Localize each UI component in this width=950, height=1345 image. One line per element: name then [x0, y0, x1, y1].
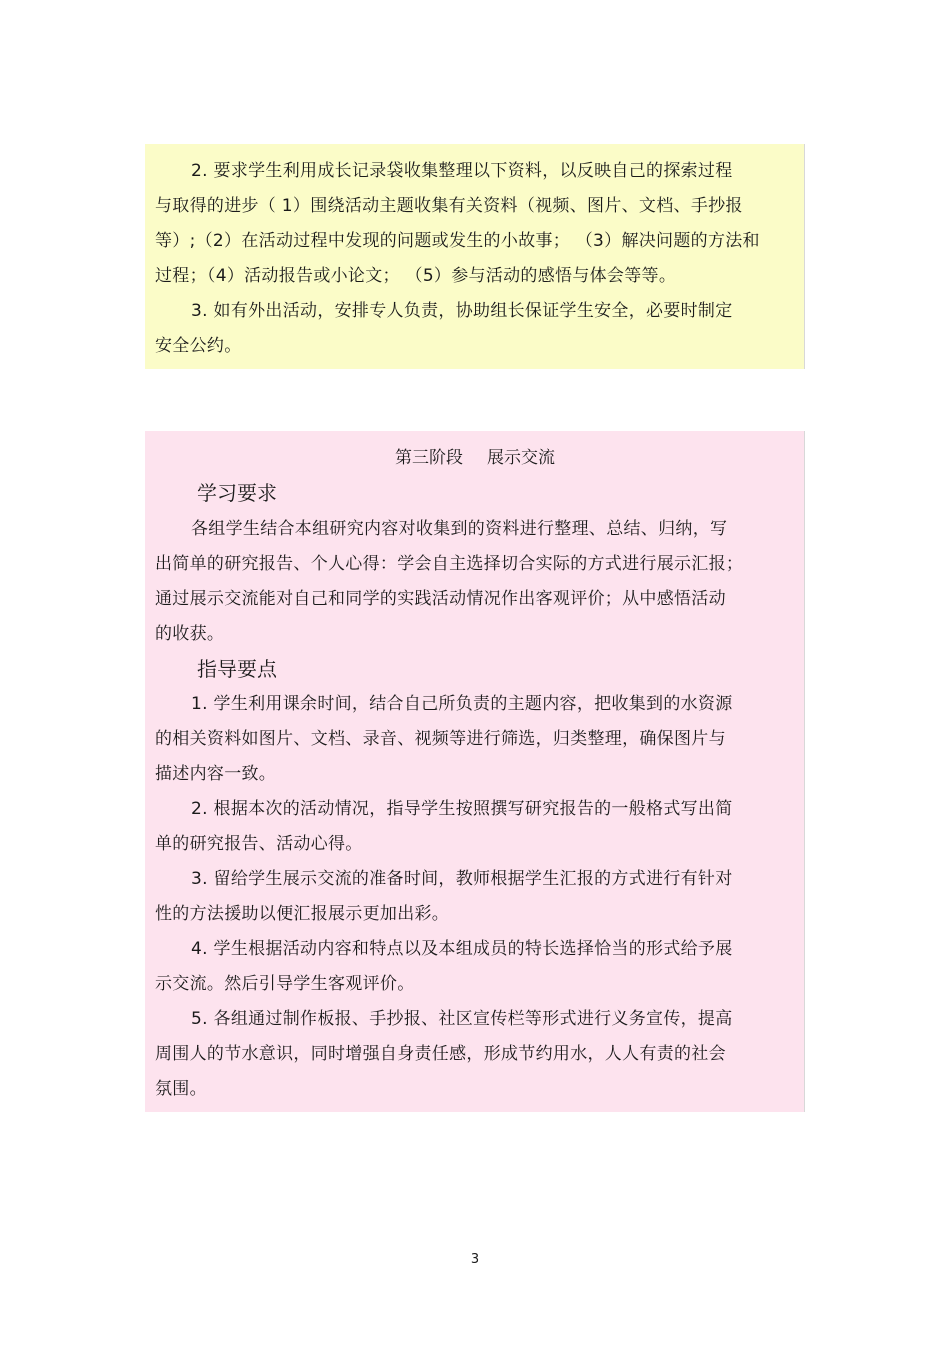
paragraph-line: 3. 留给学生展示交流的准备时间，教师根据学生汇报的方式进行有针对 — [191, 869, 733, 889]
paragraph-line: 2. 根据本次的活动情况，指导学生按照撰写研究报告的一般格式写出简 — [191, 799, 733, 819]
guidance-points-heading: 指导要点 — [197, 657, 277, 681]
paragraph-line: 的相关资料如图片、文档、录音、视频等进行筛选，归类整理，确保图片与 — [155, 729, 726, 749]
paragraph-line: 与取得的进步（ 1）围绕活动主题收集有关资料（视频、图片、文档、手抄报 — [155, 196, 743, 216]
paragraph-line: 过程；（4）活动报告或小论文； （5）参与活动的感悟与体会等等。 — [155, 266, 677, 286]
stage-name: 展示交流 — [487, 448, 555, 468]
paragraph-line: 等）;（2）在活动过程中发现的问题或发生的小故事； （3）解决问题的方法和 — [155, 231, 760, 251]
paragraph-line: 描述内容一致。 — [155, 764, 277, 784]
stage-title — [145, 448, 805, 468]
paragraph-line: 各组学生结合本组研究内容对收集到的资料进行整理、总结、归纳，写 — [191, 519, 728, 539]
stage-number: 第三阶段 — [395, 448, 463, 468]
paragraph-line: 的收获。 — [155, 624, 225, 644]
stage3-box — [145, 431, 805, 1112]
paragraph-line: 5. 各组通过制作板报、手抄报、社区宣传栏等形式进行义务宣传，提高 — [191, 1009, 733, 1029]
paragraph-line: 2. 要求学生利用成长记录袋收集整理以下资料，以反映自己的探索过程 — [191, 161, 733, 181]
learning-requirements-heading: 学习要求 — [197, 481, 277, 505]
paragraph-line: 通过展示交流能对自己和同学的实践活动情况作出客观评价；从中感悟活动 — [155, 589, 726, 609]
paragraph-line: 示交流。然后引导学生客观评价。 — [155, 974, 415, 994]
paragraph-line: 氛围。 — [155, 1079, 207, 1099]
paragraph-line: 安全公约。 — [155, 336, 242, 356]
page-number: 3 — [470, 1252, 480, 1267]
paragraph-line: 性的方法援助以便汇报展示更加出彩。 — [155, 904, 450, 924]
stage2-requirements-box — [145, 144, 805, 369]
paragraph-line: 单的研究报告、活动心得。 — [155, 834, 363, 854]
paragraph-line: 出简单的研究报告、个人心得：学会自主选择切合实际的方式进行展示汇报； — [155, 554, 744, 574]
paragraph-line: 1. 学生利用课余时间，结合自己所负责的主题内容，把收集到的水资源 — [191, 694, 733, 714]
paragraph-line: 周围人的节水意识，同时增强自身责任感，形成节约用水，人人有责的社会 — [155, 1044, 726, 1064]
paragraph-line: 3. 如有外出活动，安排专人负责，协助组长保证学生安全，必要时制定 — [191, 301, 733, 321]
paragraph-line: 4. 学生根据活动内容和特点以及本组成员的特长选择恰当的形式给予展 — [191, 939, 733, 959]
